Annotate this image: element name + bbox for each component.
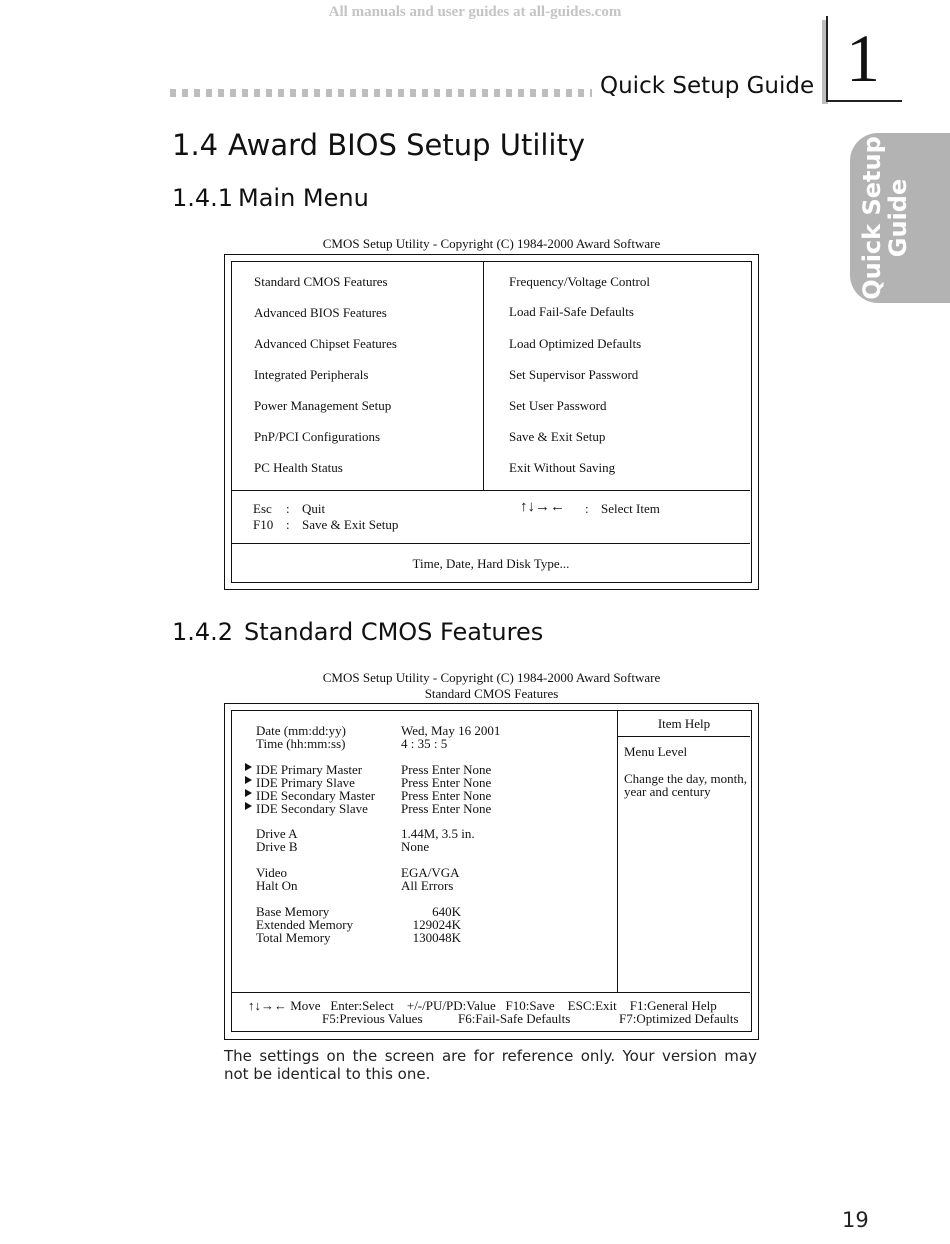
submenu-arrow-icon xyxy=(245,802,252,810)
key-separator: : xyxy=(286,517,290,532)
cmos-footer-f6: F6:Fail-Safe Defaults xyxy=(458,1011,571,1026)
cmos-value-ide-primary-master: Press Enter None xyxy=(401,762,492,777)
menu-item-save-exit[interactable]: Save & Exit Setup xyxy=(509,429,606,444)
key-f10: F10 xyxy=(253,517,274,532)
menu-item-frequency-voltage[interactable]: Frequency/Voltage Control xyxy=(509,274,650,289)
menu-item-pc-health[interactable]: PC Health Status xyxy=(254,460,343,475)
cmos-value-drive-b[interactable]: None xyxy=(401,839,430,854)
main-menu-divider-2 xyxy=(232,543,750,544)
side-tab-label: Quick Setup Guide xyxy=(858,136,912,300)
key-esc-action: Quit xyxy=(302,501,326,516)
cmos-label-ide-secondary-slave[interactable]: IDE Secondary Slave xyxy=(256,801,368,816)
section-title: Standard CMOS Features xyxy=(244,618,544,646)
cmos-label-time: Time (hh:mm:ss) xyxy=(256,736,346,751)
cmos-value-ide-primary-slave: Press Enter None xyxy=(401,775,492,790)
key-separator: : xyxy=(286,501,290,516)
cmos-caption-line-1: CMOS Setup Utility - Copyright (C) 1984-2000 Award Software xyxy=(322,670,661,685)
cmos-label-ide-secondary-master[interactable]: IDE Secondary Master xyxy=(256,788,376,803)
cmos-caption-line-2: Standard CMOS Features xyxy=(424,686,559,701)
cmos-footer-f7: F7:Optimized Defaults xyxy=(619,1011,739,1026)
section-number: 1.4 xyxy=(172,128,219,162)
help-menu-level: Menu Level xyxy=(624,744,688,759)
cmos-footer-f5: F5:Previous Values xyxy=(322,1011,423,1026)
key-arrows-action: Select Item xyxy=(601,501,660,516)
cmos-label-base-memory: Base Memory xyxy=(256,904,330,919)
menu-item-load-failsafe[interactable]: Load Fail-Safe Defaults xyxy=(509,304,634,319)
chapter-number: 1 xyxy=(846,20,880,96)
section-heading-1-4-1 xyxy=(172,184,369,212)
cmos-value-time[interactable]: 4 : 35 : 5 xyxy=(401,736,448,751)
cmos-value-total-memory: 130048K xyxy=(412,930,461,945)
cmos-label-extended-memory: Extended Memory xyxy=(256,917,354,932)
cmos-help-title-rule xyxy=(618,736,750,737)
menu-item-standard-cmos[interactable]: Standard CMOS Features xyxy=(254,274,388,289)
section-title: Award BIOS Setup Utility xyxy=(228,128,586,162)
section-heading-1-4-2 xyxy=(172,618,543,646)
help-text-line-2: year and century xyxy=(624,784,711,799)
cmos-value-halt-on[interactable]: All Errors xyxy=(401,878,454,893)
menu-item-advanced-bios[interactable]: Advanced BIOS Features xyxy=(254,305,387,320)
cmos-label-drive-a: Drive A xyxy=(256,826,298,841)
reference-note: The settings on the screen are for reference only. Your version may not be identical to this one. xyxy=(224,1047,757,1083)
main-menu-status: Time, Date, Hard Disk Type... xyxy=(412,556,570,571)
cmos-footer-divider xyxy=(232,992,750,993)
arrow-keys-icon: ↑↓→← xyxy=(520,499,565,515)
item-help-title: Item Help xyxy=(657,716,711,731)
cmos-label-ide-primary-slave[interactable]: IDE Primary Slave xyxy=(256,775,355,790)
menu-item-power-management[interactable]: Power Management Setup xyxy=(254,398,392,413)
menu-item-supervisor-password[interactable]: Set Supervisor Password xyxy=(509,367,639,382)
submenu-arrow-icon xyxy=(245,763,252,771)
section-number: 1.4.2 xyxy=(172,618,234,646)
cmos-footer-line-1: ↑↓→← Move Enter:Select +/-/PU/PD:Value F10:Save ESC:Exit F1:General Help xyxy=(248,998,717,1013)
main-menu-divider-1 xyxy=(232,490,750,491)
side-tab-label-wrap xyxy=(855,136,915,300)
cmos-label-video: Video xyxy=(256,865,287,880)
key-separator: : xyxy=(585,501,589,516)
watermark-text: All manuals and user guides at all-guides.com xyxy=(328,4,622,20)
cmos-label-halt-on: Halt On xyxy=(256,878,298,893)
menu-item-advanced-chipset[interactable]: Advanced Chipset Features xyxy=(254,336,397,351)
header-dotted-rule xyxy=(170,89,592,97)
cmos-value-base-memory: 640K xyxy=(432,904,461,919)
cmos-value-video[interactable]: EGA/VGA xyxy=(401,865,460,880)
cmos-value-date[interactable]: Wed, May 16 2001 xyxy=(401,723,501,738)
cmos-value-drive-a[interactable]: 1.44M, 3.5 in. xyxy=(401,826,475,841)
cmos-label-ide-primary-master[interactable]: IDE Primary Master xyxy=(256,762,363,777)
main-menu-column-divider xyxy=(483,262,484,490)
menu-item-load-optimized[interactable]: Load Optimized Defaults xyxy=(509,336,642,351)
cmos-value-ide-secondary-slave: Press Enter None xyxy=(401,801,492,816)
cmos-value-ide-secondary-master: Press Enter None xyxy=(401,788,492,803)
section-heading-1-4 xyxy=(172,128,585,162)
cmos-help-divider xyxy=(617,711,618,992)
menu-item-integrated-peripherals[interactable]: Integrated Peripherals xyxy=(254,367,369,382)
cmos-label-date: Date (mm:dd:yy) xyxy=(256,723,346,738)
cmos-value-extended-memory: 129024K xyxy=(412,917,461,932)
running-title: Quick Setup Guide xyxy=(600,73,815,99)
help-text-line-1: Change the day, month, xyxy=(624,771,747,786)
menu-item-user-password[interactable]: Set User Password xyxy=(509,398,607,413)
page-number: 19 xyxy=(842,1208,869,1232)
section-title: Main Menu xyxy=(238,184,369,212)
menu-item-pnp-pci[interactable]: PnP/PCI Configurations xyxy=(254,429,381,444)
cmos-label-drive-b: Drive B xyxy=(256,839,298,854)
key-esc: Esc xyxy=(253,501,272,516)
section-number: 1.4.1 xyxy=(172,184,234,212)
key-f10-action: Save & Exit Setup xyxy=(302,517,399,532)
main-menu-caption: CMOS Setup Utility - Copyright (C) 1984-2000 Award Software xyxy=(322,236,661,251)
cmos-label-total-memory: Total Memory xyxy=(256,930,331,945)
submenu-arrow-icon xyxy=(245,776,252,784)
menu-item-exit-without-saving[interactable]: Exit Without Saving xyxy=(509,460,616,475)
submenu-arrow-icon xyxy=(245,789,252,797)
